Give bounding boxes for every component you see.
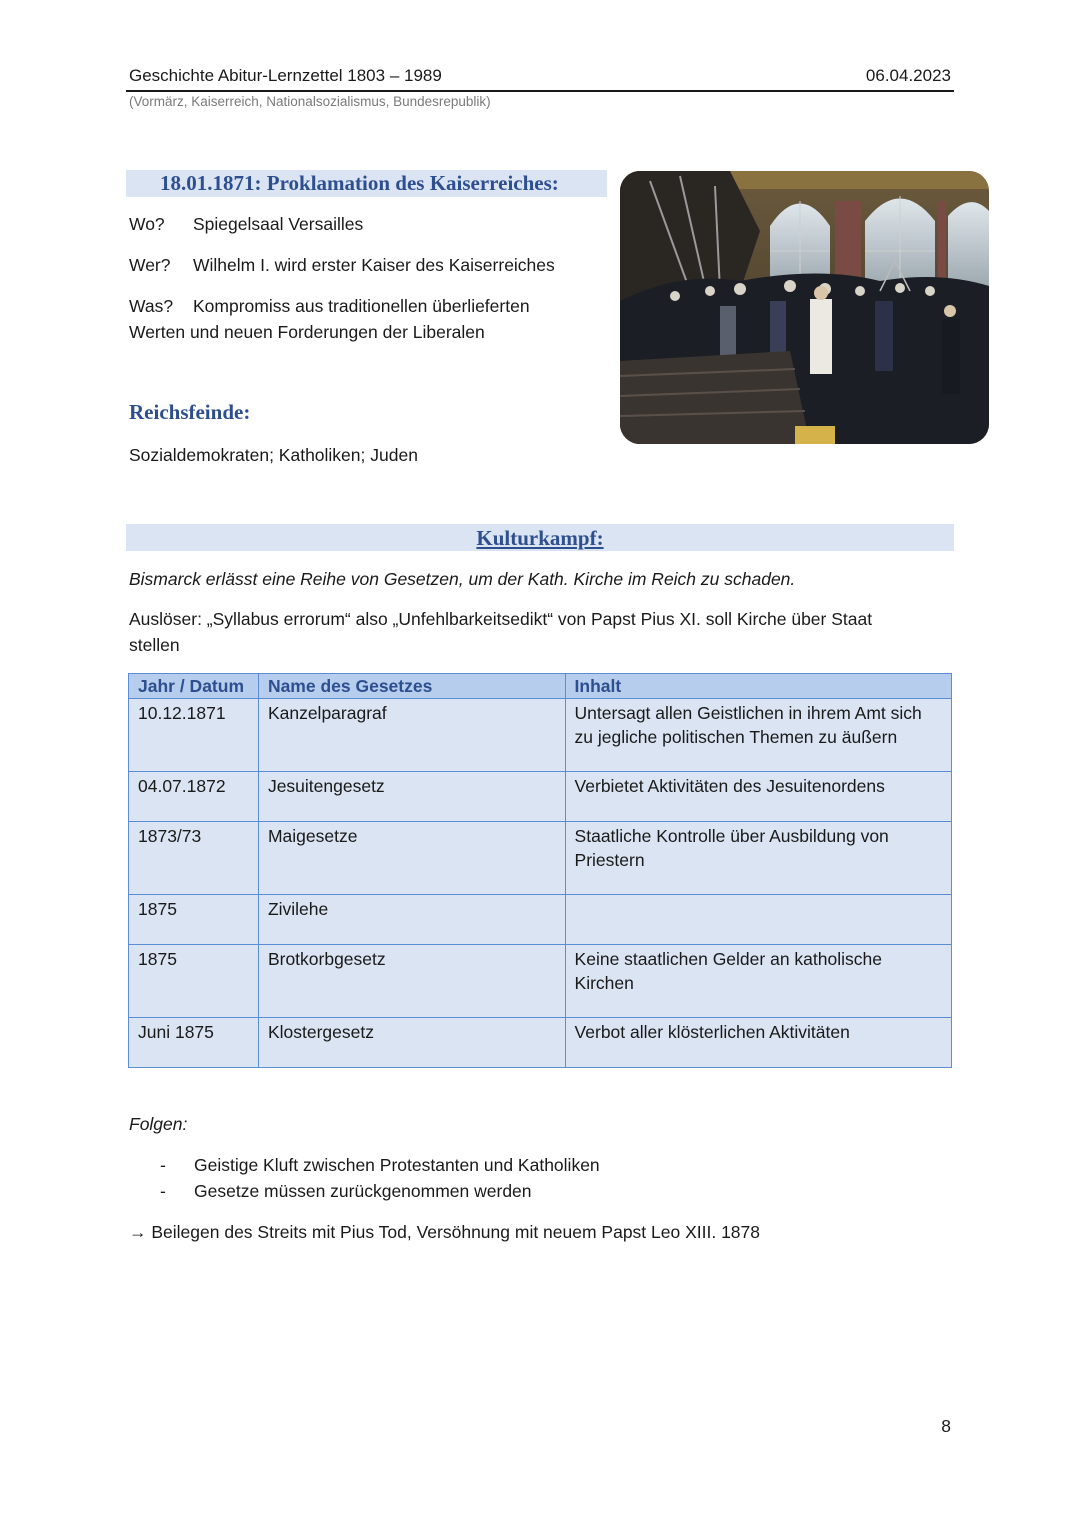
page-number: 8 <box>941 1416 951 1436</box>
cell-date: 1875 <box>129 895 259 945</box>
table-row <box>129 699 952 772</box>
cell-law-name: Jesuitengesetz <box>258 772 565 822</box>
list-item: Geistige Kluft zwischen Protestanten und Katholiken <box>194 1155 600 1175</box>
wo-label: Wo? <box>129 214 165 234</box>
table-header-row <box>129 674 952 699</box>
bullet-dash: - <box>160 1181 166 1201</box>
table-row <box>129 895 952 945</box>
document-date: 06.04.2023 <box>865 66 951 85</box>
ausloeser-line2: stellen <box>129 635 180 655</box>
cell-law-name: Maigesetze <box>258 822 565 895</box>
header-content: Inhalt <box>565 674 951 699</box>
cell-date: 10.12.1871 <box>129 699 259 772</box>
header-date: Jahr / Datum <box>129 674 259 699</box>
cell-law-name: Kanzelparagraf <box>258 699 565 772</box>
kulturkampf-heading <box>126 524 954 551</box>
reichsfeinde-text: Sozialdemokraten; Katholiken; Juden <box>129 445 418 465</box>
cell-date: 1873/73 <box>129 822 259 895</box>
document-title: Geschichte Abitur-Lernzettel 1803 – 1989 <box>129 66 442 85</box>
kaiserproklamation-painting <box>620 171 989 444</box>
proklamation-heading-text: 18.01.1871: Proklamation des Kaiserreiches: <box>160 171 559 195</box>
cell-content: Verbot aller klösterlichen Aktivitäten <box>565 1018 951 1068</box>
table-row <box>129 1018 952 1068</box>
kulturkampf-laws-table <box>128 673 952 1068</box>
cell-content <box>565 895 951 945</box>
kulturkampf-intro: Bismarck erlässt eine Reihe von Gesetzen, um der Kath. Kirche im Reich zu schaden. <box>129 569 796 589</box>
table-row <box>129 822 952 895</box>
cell-content: Untersagt allen Geistlichen in ihrem Amt sich zu jegliche politischen Themen zu äußern <box>565 699 951 772</box>
cell-content: Keine staatlichen Gelder an katholische Kirchen <box>565 945 951 1018</box>
list-item: Gesetze müssen zurückgenommen werden <box>194 1181 532 1201</box>
reichsfeinde-heading: Reichsfeinde: <box>129 400 251 424</box>
header-divider <box>126 90 954 92</box>
cell-law-name: Brotkorbgesetz <box>258 945 565 1018</box>
was-text: Kompromiss aus traditionellen überlieferten <box>193 296 530 316</box>
cell-date: 1875 <box>129 945 259 1018</box>
kulturkampf-heading-text: Kulturkampf: <box>476 526 604 550</box>
wer-text: Wilhelm I. wird erster Kaiser des Kaiserreiches <box>193 255 555 275</box>
table-row <box>129 772 952 822</box>
cell-content: Verbietet Aktivitäten des Jesuitenordens <box>565 772 951 822</box>
was-label: Was? <box>129 296 174 316</box>
ausloeser-line1: Auslöser: „Syllabus errorum“ also „Unfehlbarkeitsedikt“ von Papst Pius XI. soll Kirche über Staat <box>129 609 873 629</box>
wer-label: Wer? <box>129 255 171 275</box>
cell-content: Staatliche Kontrolle über Ausbildung von Priestern <box>565 822 951 895</box>
document-subtitle: (Vormärz, Kaiserreich, Nationalsozialismus, Bundesrepublik) <box>129 94 491 109</box>
cell-law-name: Klostergesetz <box>258 1018 565 1068</box>
cell-law-name: Zivilehe <box>258 895 565 945</box>
table-row <box>129 945 952 1018</box>
bullet-dash: - <box>160 1155 166 1175</box>
header-law-name: Name des Gesetzes <box>258 674 565 699</box>
was-text-continuation: Werten und neuen Forderungen der Liberalen <box>129 322 485 342</box>
proklamation-heading <box>126 170 607 197</box>
cell-date: Juni 1875 <box>129 1018 259 1068</box>
folgen-label: Folgen: <box>129 1114 188 1134</box>
cell-date: 04.07.1872 <box>129 772 259 822</box>
conclusion-text: → Beilegen des Streits mit Pius Tod, Versöhnung mit neuem Papst Leo XIII. 1878 <box>129 1222 761 1242</box>
wo-text: Spiegelsaal Versailles <box>193 214 364 234</box>
